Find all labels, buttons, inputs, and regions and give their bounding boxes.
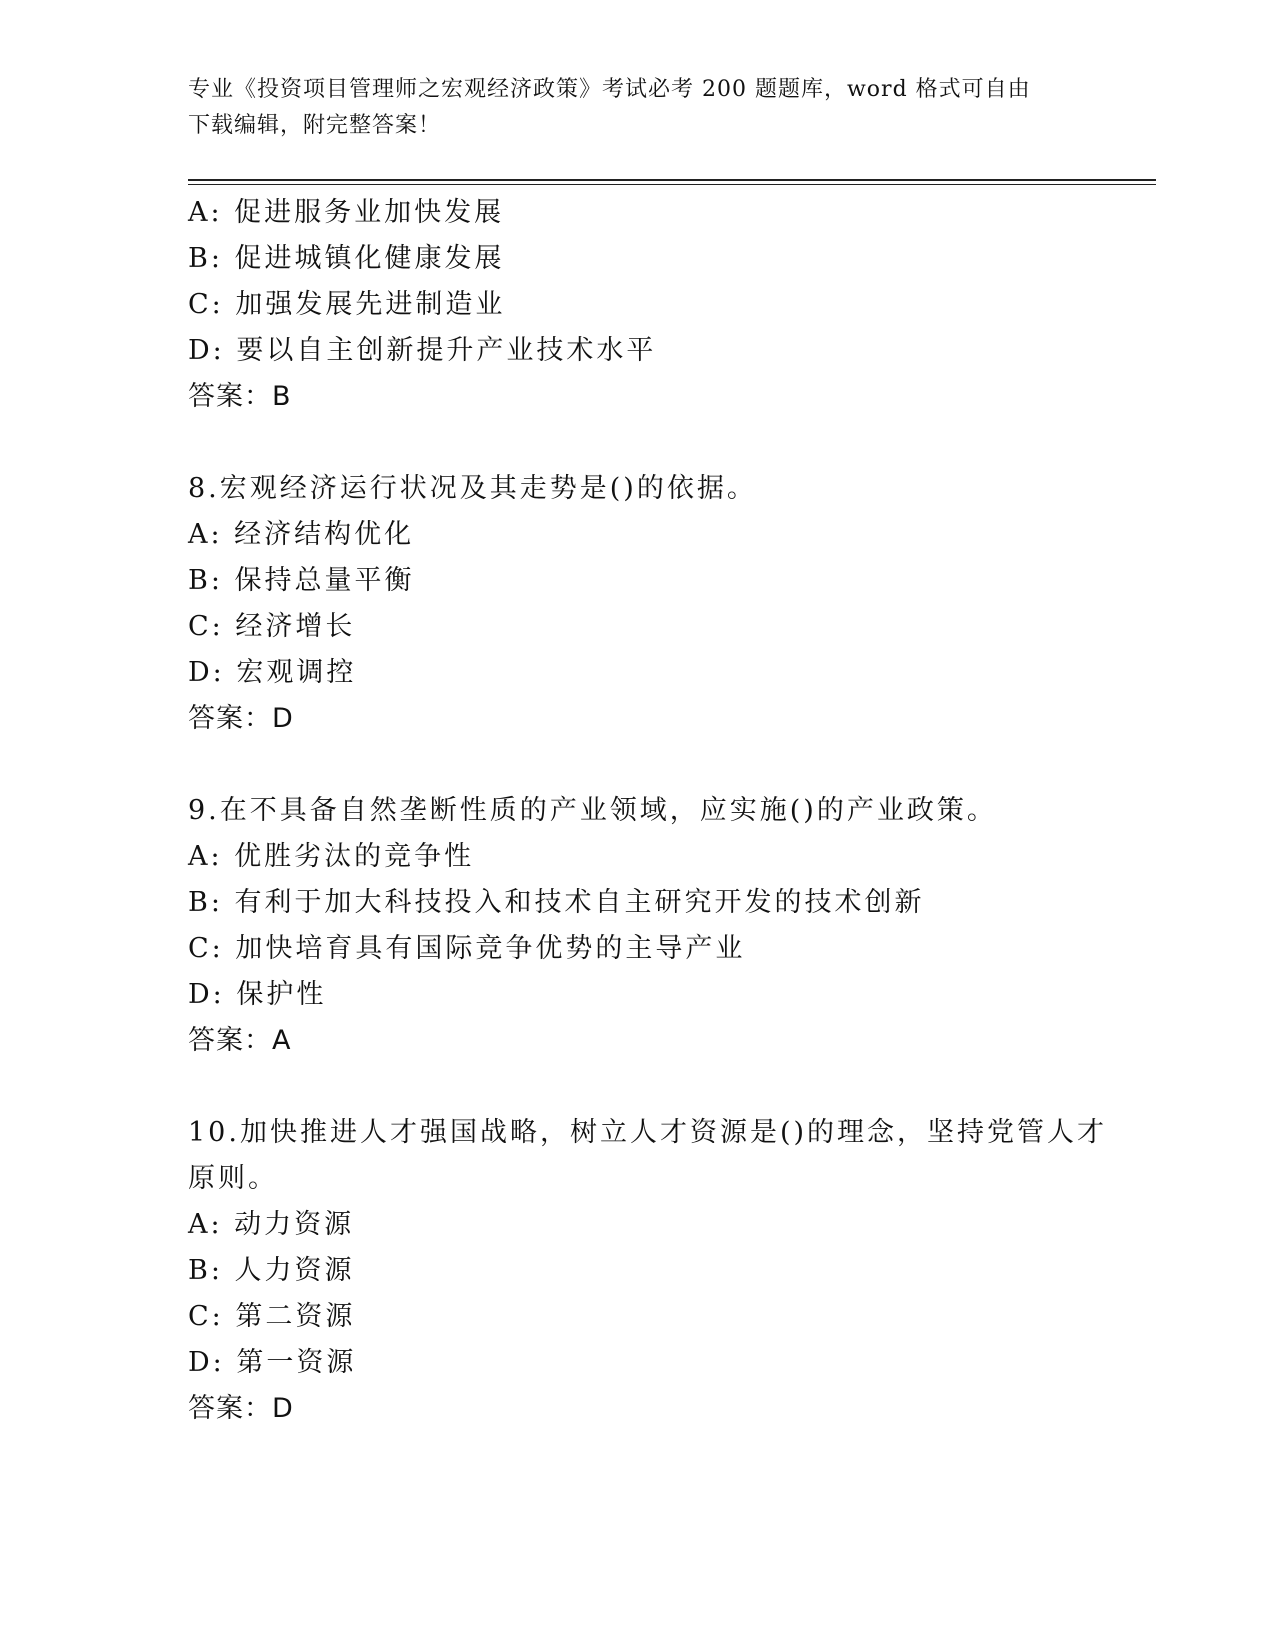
option-d: D: 要以自主创新提升产业技术水平 [188,335,657,366]
answer: 答案：A [188,1025,292,1056]
question-7 [188,190,1088,420]
question-text: 9.在不具备自然垄断性质的产业领域，应实施()的产业政策。 [188,795,997,826]
option-b: B: 促进城镇化健康发展 [188,243,505,274]
header-line-2: 下载编辑，附完整答案！ [188,113,442,138]
option-d: D: 第一资源 [188,1347,357,1378]
option-d: D: 宏观调控 [188,657,357,688]
question-text-line-2: 原则。 [188,1163,278,1194]
question-list [188,190,1108,1432]
option-b: B: 有利于加大科技投入和技术自主研究开发的技术创新 [188,887,925,918]
option-b: B: 人力资源 [188,1255,355,1286]
question-8 [188,466,1088,742]
header-rule-top [188,179,1156,181]
header-rule-bottom [188,184,1156,185]
document-header [188,72,1088,144]
question-9 [188,788,1088,1064]
option-c: C: 加快培育具有国际竞争优势的主导产业 [188,933,746,964]
option-b: B: 保持总量平衡 [188,565,415,596]
answer: 答案：D [188,1393,294,1424]
option-a: A: 经济结构优化 [188,519,415,550]
question-text: 8.宏观经济运行状况及其走势是()的依据。 [188,473,757,504]
option-a: A: 促进服务业加快发展 [188,197,505,228]
option-d: D: 保护性 [188,979,327,1010]
header-line-1: 专业《投资项目管理师之宏观经济政策》考试必考 200 题题库，word 格式可自由 [188,77,1031,102]
option-a: A: 优胜劣汰的竞争性 [188,841,475,872]
option-a: A: 动力资源 [188,1209,355,1240]
question-text-line-1: 10.加快推进人才强国战略，树立人才资源是()的理念，坚持党管人才 [188,1117,1108,1148]
answer: 答案：B [188,381,292,412]
option-c: C: 第二资源 [188,1301,356,1332]
option-c: C: 经济增长 [188,611,356,642]
option-c: C: 加强发展先进制造业 [188,289,506,320]
answer: 答案：D [188,703,294,734]
question-10 [188,1110,1108,1432]
